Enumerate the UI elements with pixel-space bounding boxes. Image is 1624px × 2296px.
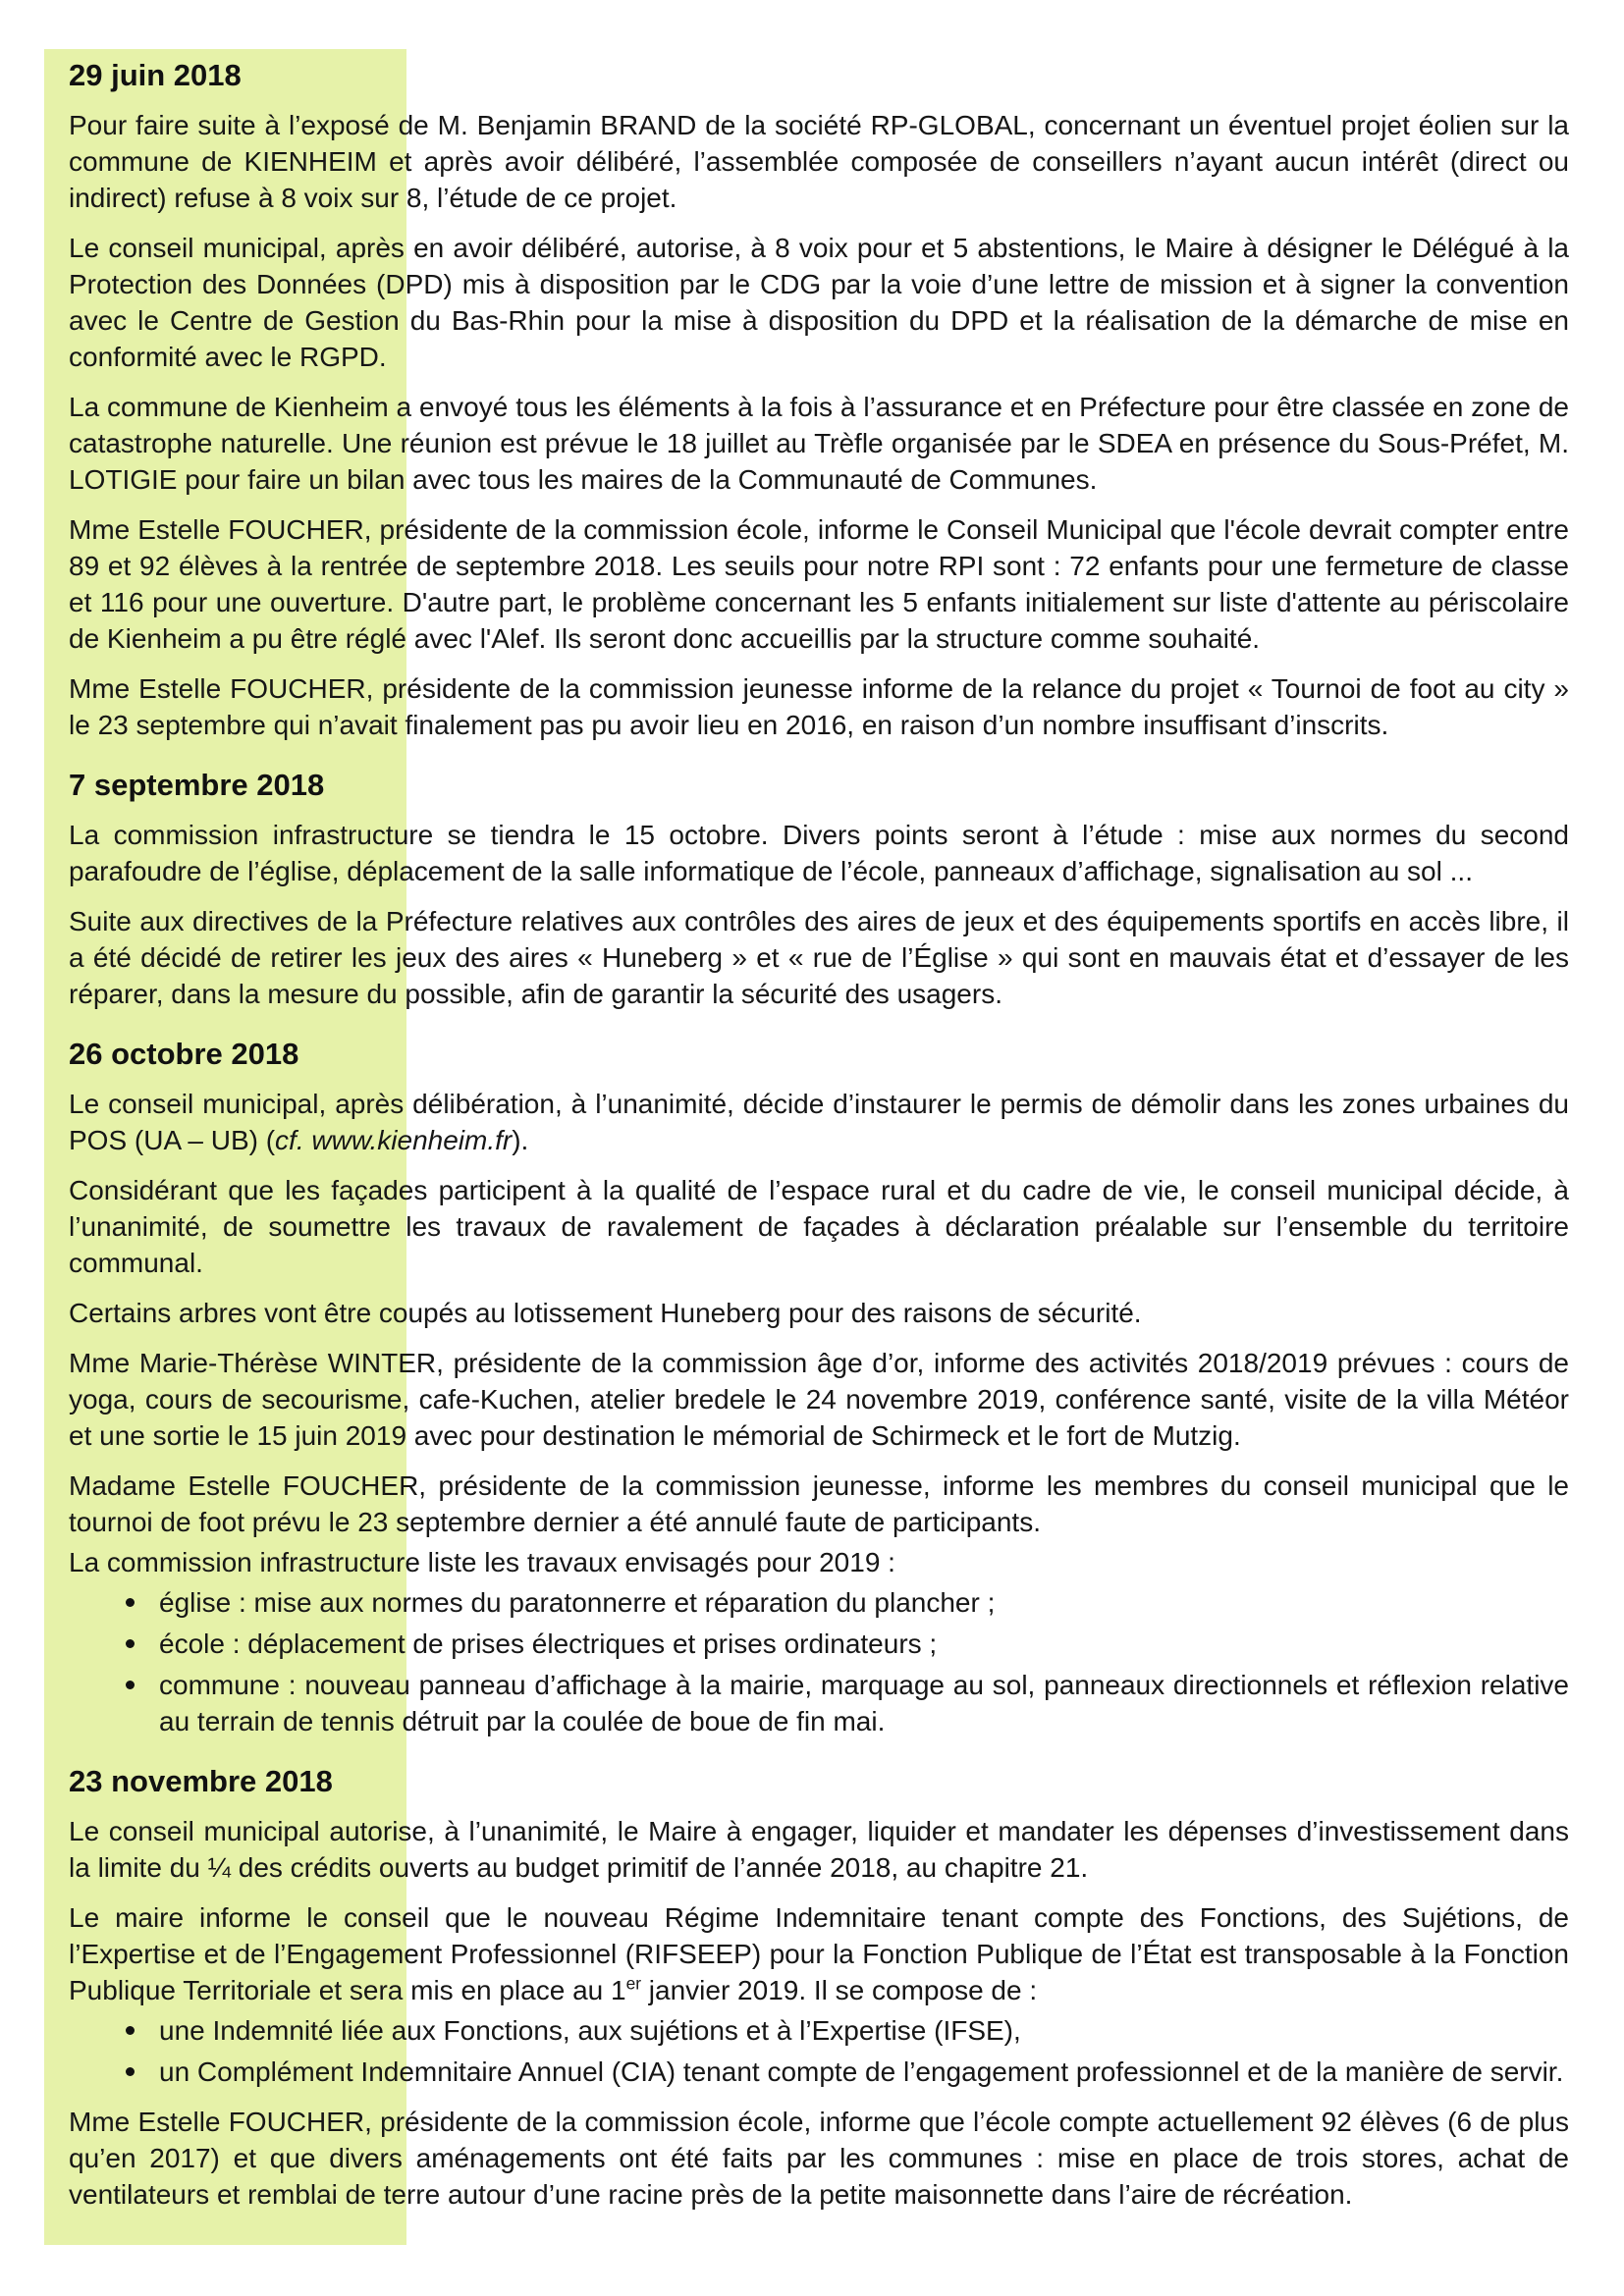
paragraph: Pour faire suite à l’exposé de M. Benjamin BRAND de la société RP-GLOBAL, concernant un éventuel projet éolien sur la commune de KIENHEIM et après avoir délibéré, l’assemblée composée de conseillers n’ayant aucun intérêt (direct ou indirect) refuse à 8 voix sur 8, l’étude de ce projet. [69,110,1569,213]
paragraph: Le conseil municipal, après en avoir délibéré, autorise, à 8 voix pour et 5 abstentions, le Maire à désigner le Délégué à la Protection des Données (DPD) mis à disposition par le CDG par la voie d’une lettre de mission et à signer la convention avec le Centre de Gestion du Bas-Rhin pour la mise à disposition du DPD et la réalisation de la démarche de mise en conformité avec le RGPD. [69,233,1569,372]
paragraph: Mme Marie-Thérèse WINTER, présidente de la commission âge d’or, informe des activités 2018/2019 prévues : cours de yoga, cours de secourisme, cafe-Kuchen, atelier bredele le 24 novembre 2019, conférence santé, visite de la villa Météor et une sortie le 15 juin 2019 avec pour destination le mémorial de Schirmeck et le fort de Mutzig. [69,1348,1569,1451]
list-item: église : mise aux normes du paratonnerre et réparation du plancher ; [69,1584,1569,1621]
list-intro: La commission infrastructure liste les travaux envisagés pour 2019 : [69,1547,895,1577]
works-2019-list [69,1584,1569,1739]
website-url-text: cf. www.kienheim.fr [275,1125,513,1155]
paragraph: Le conseil municipal autorise, à l’unanimité, le Maire à engager, liquider et mandater les dépenses d’investissement dans la limite du ¼ des crédits ouverts au budget primitif de l’année 2018, au chapitre 21. [69,1816,1569,1883]
paragraph: Considérant que les façades participent à la qualité de l’espace rural et du cadre de vie, le conseil municipal décide, à l’unanimité, de soumettre les travaux de ravalement de façades à déclaration préalable sur l’ensemble du territoire communal. [69,1175,1569,1278]
section-29-juin-2018 [69,57,1569,743]
paragraph-text: Le conseil municipal, après délibération, à l’unanimité, décide d’instaurer le permis de démolir dans les zones urbaines du POS (UA – UB) ( [69,1089,1569,1155]
paragraph-text: Le maire informe le conseil que le nouveau Régime Indemnitaire tenant compte des Fonctions, des Sujétions, de l’Expertise et de l’Engagement Professionnel (RIFSEEP) pour la Fonction Publique de l’État est transposable à la Fonction Publique Territoriale et sera mis en place au 1 [69,1902,1569,2005]
paragraph: La commune de Kienheim a envoyé tous les éléments à la fois à l’assurance et en Préfecture pour être classée en zone de catastrophe naturelle. Une réunion est prévue le 18 juillet au Trèfle organisée par le SDEA en présence du Sous-Préfet, M. LOTIGIE pour faire un bilan avec tous les maires de la Communauté de Communes. [69,392,1569,495]
paragraph: Madame Estelle FOUCHER, présidente de la commission jeunesse, informe les membres du conseil municipal que le tournoi de foot prévu le 23 septembre dernier a été annulé faute de participants. [69,1470,1569,1537]
section-heading: 7 septembre 2018 [69,768,325,802]
paragraph: Certains arbres vont être coupés au lotissement Huneberg pour des raisons de sécurité. [69,1298,1142,1328]
paragraph [69,1086,1569,1158]
list-item: commune : nouveau panneau d’affichage à la mairie, marquage au sol, panneaux directionnels et réflexion relative au terrain de tennis détruit par la coulée de boue de fin mai. [69,1667,1569,1739]
section-heading: 23 novembre 2018 [69,1764,333,1798]
ordinal-superscript: er [625,1973,642,1994]
section-heading: 26 octobre 2018 [69,1037,299,1071]
paragraph: Suite aux directives de la Préfecture relatives aux contrôles des aires de jeux et des équipements sportifs en accès libre, il a été décidé de retirer les jeux des aires « Huneberg » et « rue de l’Église » qui sont en mauvais état et d’essayer de les réparer, dans la mesure du possible, afin de garantir la sécurité des usagers. [69,906,1569,1009]
list-item: école : déplacement de prises électriques et prises ordinateurs ; [69,1626,1569,1662]
section-23-novembre-2018 [69,1763,1569,2213]
paragraph: Mme Estelle FOUCHER, présidente de la commission école, informe le Conseil Municipal que l'école devrait compter entre 89 et 92 élèves à la rentrée de septembre 2018. Les seuils pour notre RPI sont : 72 enfants pour une fermeture de classe et 116 pour une ouverture. D'autre part, le problème concernant les 5 enfants initialement sur liste d'attente au périscolaire de Kienheim a pu être réglé avec l'Alef. Ils seront donc accueillis par la structure comme souhaité. [69,514,1569,654]
section-26-octobre-2018 [69,1036,1569,1739]
section-heading: 29 juin 2018 [69,58,242,92]
list-item: une Indemnité liée aux Fonctions, aux sujétions et à l’Expertise (IFSE), [69,2012,1569,2049]
rifseep-list [69,2012,1569,2090]
list-item: un Complément Indemnitaire Annuel (CIA) tenant compte de l’engagement professionnel et de la manière de servir. [69,2054,1569,2090]
paragraph: Mme Estelle FOUCHER, présidente de la commission jeunesse informe de la relance du projet « Tournoi de foot au city » le 23 septembre qui n’avait finalement pas pu avoir lieu en 2016, en raison d’un nombre insuffisant d’inscrits. [69,673,1569,740]
paragraph: Mme Estelle FOUCHER, présidente de la commission école, informe que l’école compte actuellement 92 élèves (6 de plus qu’en 2017) et que divers aménagements ont été faits par les communes : mise en place de trois stores, achat de ventilateurs et remblai de terre autour d’une racine près de la petite maisonnette dans l’aire de récréation. [69,2107,1569,2210]
paragraph: La commission infrastructure se tiendra le 15 octobre. Divers points seront à l’étude : mise aux normes du second parafoudre de l’église, déplacement de la salle informatique de l’école, panneaux d’affichage, signalisation au sol ... [69,820,1569,886]
paragraph [69,1899,1569,2008]
paragraph-text: ). [512,1125,529,1155]
paragraph-text: janvier 2019. Il se compose de : [641,1975,1038,2005]
document-content [69,49,1569,2226]
section-7-septembre-2018 [69,767,1569,1012]
